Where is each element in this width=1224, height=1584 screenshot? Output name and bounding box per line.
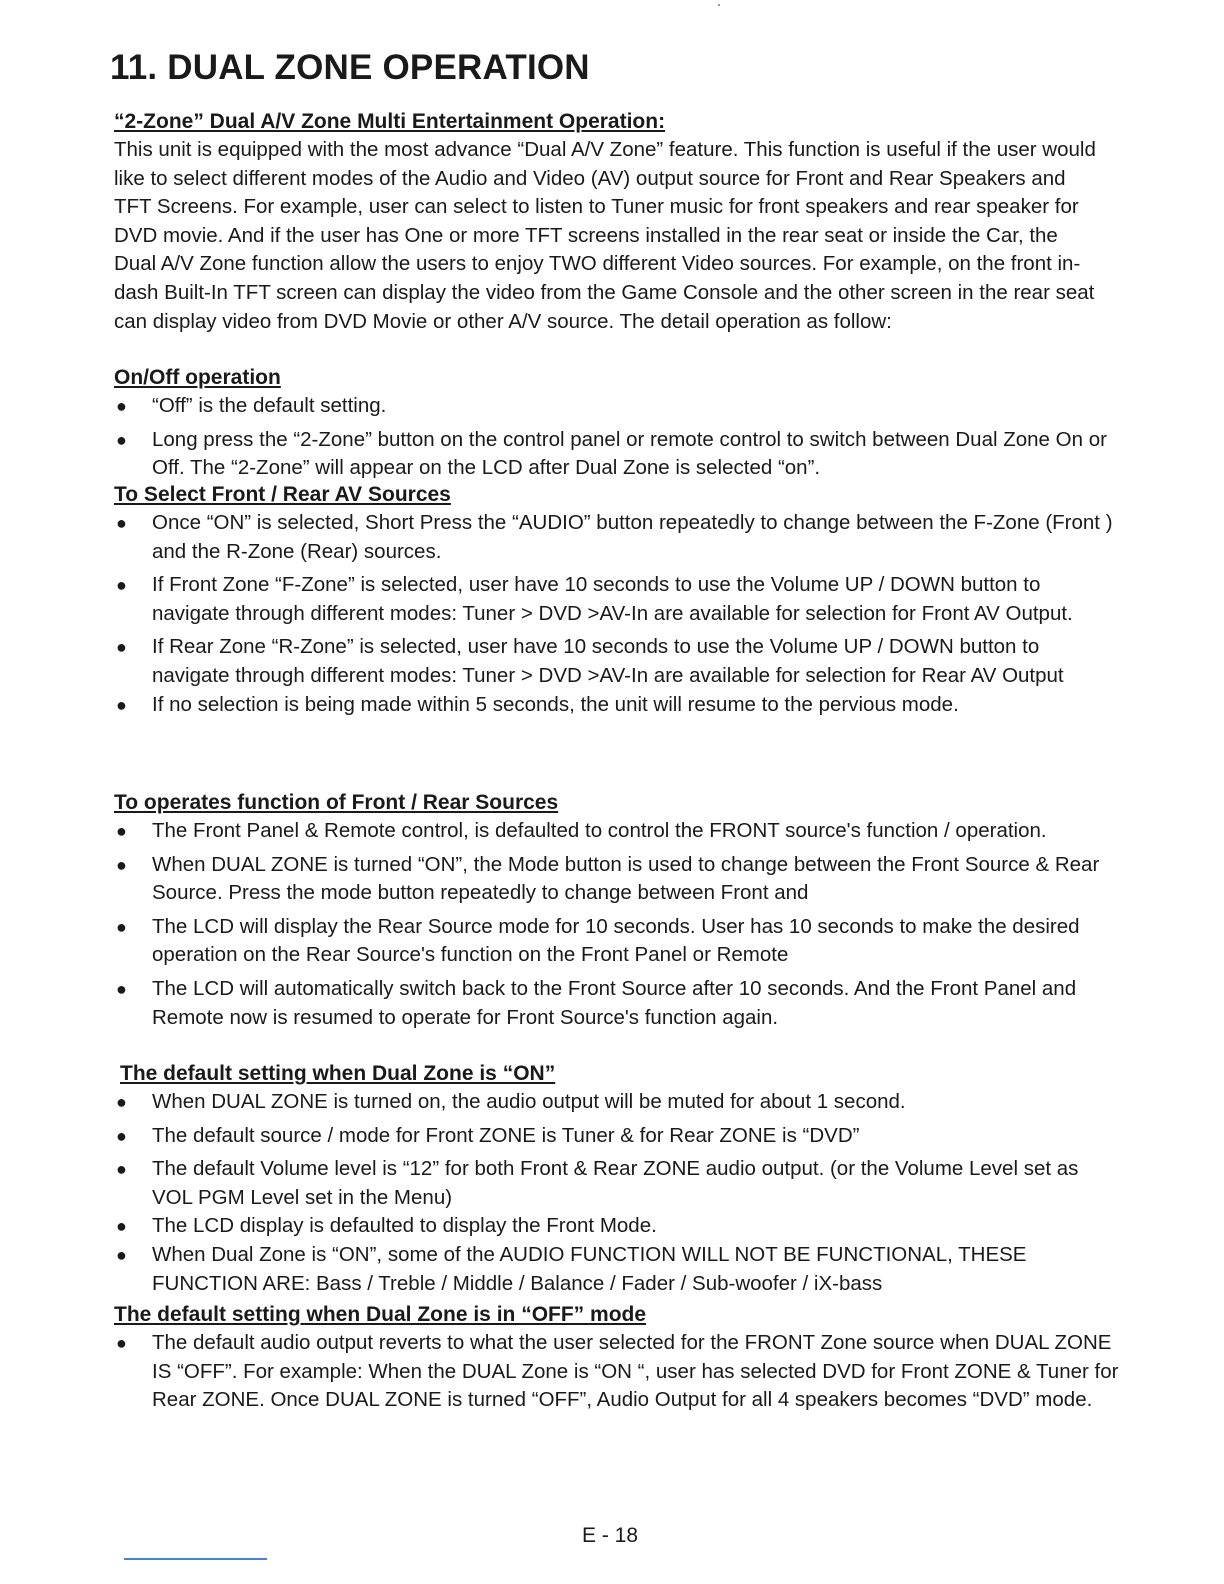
list-item [114,817,1122,846]
list-item-text: “Off” is the default setting. [152,394,387,417]
intro-heading: “2-Zone” Dual A/V Zone Multi Entertainment Operation: [114,110,666,133]
intro-section [114,108,1114,336]
footer-rule [124,1558,267,1560]
list-item-text: When DUAL ZONE is turned “ON”, the Mode button is used to change between the Front Source & Rear Source. Press the mode button repeatedly to change between Front and [152,852,1100,905]
bullet-icon: ● [116,821,127,841]
bullet-icon: ● [116,854,127,875]
list-item [114,691,1122,720]
default-off-section [114,1301,1119,1415]
onoff-list [114,392,1114,483]
list-item-text: The Front Panel & Remote control, is defaulted to control the FRONT source's function / operation. [152,819,1047,842]
list-item [114,1122,1122,1151]
select-heading: To Select Front / Rear AV Sources [114,483,451,506]
select-list [114,509,1114,719]
list-item [114,1212,1122,1241]
default-off-list [114,1329,1119,1415]
list-item [114,1088,1122,1117]
bullet-icon: ● [116,1092,127,1112]
bullet-icon: ● [116,1159,127,1180]
list-item [114,1329,1122,1415]
list-item [114,1241,1122,1298]
list-item [114,392,1122,421]
list-item-text: The default audio output reverts to what the user selected for the FRONT Zone source when DUAL ZONE IS “OFF”. For example: When the DUAL Zone is “ON “, user has selected DVD for Front ZONE & Tuner for Rear ZONE. Once DUAL ZONE is turned “OFF”, Audio Output for all 4 speakers becomes “DVD” mode. [152,1331,1119,1412]
list-item-text: The default source / mode for Front ZONE is Tuner & for Rear ZONE is “DVD” [152,1123,860,1147]
select-section [114,481,1114,719]
list-item-text: If no selection is being made within 5 seconds, the unit will resume to the pervious mode. [152,692,959,716]
list-item-text: Long press the “2-Zone” button on the control panel or remote control to switch between Dual Zone On or Off. The “2-Zone” will appear on the LCD after Dual Zone is selected “on”. [152,427,1107,480]
onoff-section [114,364,1114,483]
operate-section [114,789,1114,1032]
bullet-icon: ● [116,637,127,658]
bullet-icon: ● [116,1125,127,1146]
list-item-text: When DUAL ZONE is turned on, the audio output will be muted for about 1 second. [152,1090,906,1113]
default-on-heading: The default setting when Dual Zone is “ON” [120,1062,556,1085]
bullet-icon: ● [116,694,127,715]
bullet-icon: ● [116,575,127,596]
intro-paragraph: This unit is equipped with the most advance “Dual A/V Zone” feature. This function is useful if the user would like to select different modes of the Audio and Video (AV) output source for Front and Rear Speakers and TFT Screens. For example, user can select to listen to Tuner music for front speakers and rear speaker for DVD movie. And if the user has One or more TFT screens installed in the rear seat or inside the Car, the Dual A/V Zone function allow the users to enjoy TWO different Video sources. For example, on the front in-dash Built-In TFT screen can display the video from the Game Console and the other screen in the rear seat can display video from DVD Movie or other A/V source. The detail operation as follow: [114,138,1096,333]
list-item [114,851,1122,908]
list-item [114,633,1122,690]
list-item [114,509,1122,566]
list-item-text: If Front Zone “F-Zone” is selected, user have 10 seconds to use the Volume UP / DOWN button to navigate through different modes: Tuner > DVD >AV-In are available for selection for Front AV Output. [152,573,1073,625]
scan-speck [718,4,720,6]
bullet-icon: ● [116,396,127,416]
list-item-text: Once “ON” is selected, Short Press the “AUDIO” button repeatedly to change between the F-Zone (Front ) and the R-Zone (Rear) sources. [152,511,1113,563]
list-item-text: The default Volume level is “12” for both Front & Rear ZONE audio output. (or the Volume Level set as VOL PGM Level set in the Menu) [152,1157,1079,1209]
list-item [114,913,1122,970]
bullet-icon: ● [116,513,127,533]
list-item [114,426,1122,483]
page-number: E - 18 [582,1524,639,1547]
bullet-icon: ● [116,1333,127,1353]
list-item-text: The LCD display is defaulted to display the Front Mode. [152,1214,657,1238]
bullet-icon: ● [116,978,127,999]
onoff-heading: On/Off operation [114,366,281,389]
operate-heading: To operates function of Front / Rear Sources [114,791,559,814]
list-item [114,571,1122,628]
operate-list [114,817,1114,1032]
list-item-text: When Dual Zone is “ON”, some of the AUDIO FUNCTION WILL NOT BE FUNCTIONAL, THESE FUNCTION ARE: Bass / Treble / Middle / Balance / Fader / Sub-woofer / iX-bass [152,1242,1027,1295]
list-item-text: If Rear Zone “R-Zone” is selected, user have 10 seconds to use the Volume UP / DOWN button to navigate through different modes: Tuner > DVD >AV-In are available for selection for Rear AV Output [152,635,1064,687]
bullet-icon: ● [116,429,127,450]
default-off-heading: The default setting when Dual Zone is in “OFF” mode [114,1303,647,1326]
bullet-icon: ● [116,1216,127,1237]
page-title: 11. DUAL ZONE OPERATION [110,48,590,87]
bullet-icon: ● [116,916,127,937]
default-on-list [114,1088,1114,1298]
list-item-text: The LCD will automatically switch back to the Front Source after 10 seconds. And the Front Panel and Remote now is resumed to operate for Front Source's function again. [152,976,1077,1029]
list-item [114,1155,1122,1212]
default-on-section [114,1060,1114,1298]
list-item [114,975,1122,1032]
list-item-text: The LCD will display the Rear Source mode for 10 seconds. User has 10 seconds to make the desired operation on the Rear Source's function on the Front Panel or Remote [152,914,1080,967]
bullet-icon: ● [116,1244,127,1265]
